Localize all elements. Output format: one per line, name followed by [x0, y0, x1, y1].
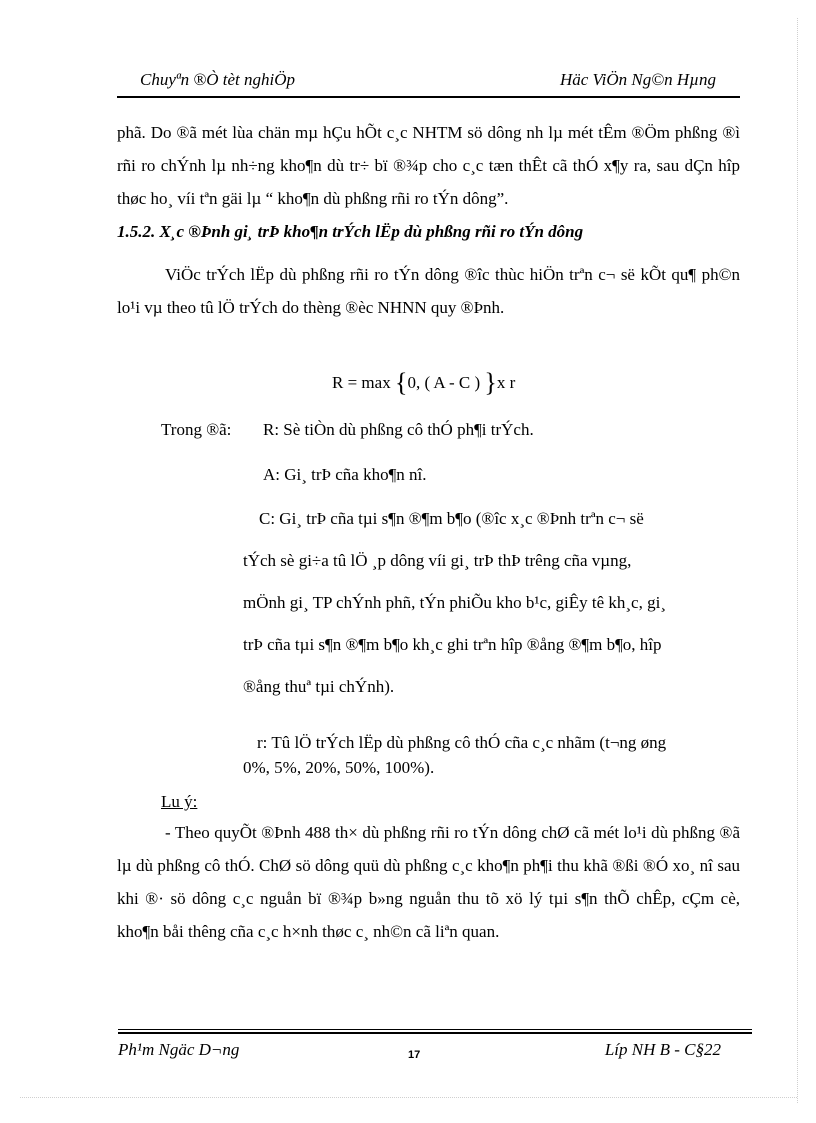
formula-inner: 0, ( A - C ) [407, 373, 481, 392]
footer-author: Ph¹m Ngäc D¬ng [118, 1040, 240, 1059]
definition-c-line: C: Gi¸ trÞ cña tµi s¶n ®¶m b¶o (®îc x¸c ®Þnh trªn c¬ së [259, 509, 644, 528]
note-body [117, 816, 740, 948]
body-text [117, 116, 740, 324]
definitions-label: Trong ®ã: [161, 420, 232, 439]
page-edge-right [797, 18, 798, 1103]
paragraph-1: phã. Do ®ã mét lùa chän mµ hÇu hÕt c¸c NHTM sö dông nh lµ mét tÊm ®Öm phßng ®ì rñi ro chÝnh lµ nh÷ng kho¶n dù tr÷ bï ®¾p cho c¸c tæn thÊt cã thÓ x¶y ra, sau dÇn hîp thøc ho¸ víi tªn gäi lµ “ kho¶n dù phßng rñi ro tÝn dông”. [117, 123, 740, 208]
header-left-text: Chuyªn ®Ò tèt nghiÖp [140, 70, 296, 89]
definition-c-line: mÖnh gi¸ TP chÝnh phñ, tÝn phiÕu kho b¹c, giÊy tê kh¸c, gi¸ [243, 593, 666, 612]
footer-class: Líp NH B - C§22 [604, 1040, 721, 1059]
note-paragraph: - Theo quyÕt ®Þnh 488 th× dù phßng rñi ro tÝn dông chØ cã mét lo¹i dù phßng ®ã lµ dù phßng cô thÓ. ChØ sö dông quü dù phßng c¸c kho¶n ph¶i thu khã ®ßi ®Ó xo¸ nî sau khi ®· sö dông c¸c nguån bï ®¾p b»ng nguån thu tõ xö lý tµi s¶n thÕ chÊp, cÇm cè, kho¶n båi thêng cña c¸c h×nh thøc c¸ nh©n cã liªn quan. [117, 823, 740, 941]
definition-r-lower-line: r: Tû lÖ trÝch lËp dù phßng cô thÓ cña c¸c nhãm (t¬ng øng [257, 733, 667, 752]
definition-a: A: Gi¸ trÞ cña kho¶n nî. [263, 465, 427, 484]
definition-c-line: trÞ cña tµi s¶n ®¶m b¶o kh¸c ghi trªn hîp ®ång ®¶m b¶o, hîp [243, 635, 662, 654]
formula-rhs: x r [496, 373, 516, 392]
definition-c-line: ®ång thuª tµi chÝnh). [243, 677, 395, 696]
formula-close-brace: } [484, 368, 497, 397]
note-title: Lu ý: [161, 792, 198, 811]
header-rule [117, 96, 740, 98]
page-edge-bottom [20, 1097, 797, 1098]
definition-c-line: tÝch sè gi÷a tû lÖ ¸p dông víi gi¸ trÞ thÞ trêng cña vµng, [243, 551, 632, 570]
footer-rule-thin [118, 1029, 752, 1030]
header-right-text: Häc ViÖn Ng©n Hµng [559, 70, 716, 89]
definition-r-lower-line: 0%, 5%, 20%, 50%, 100%). [243, 758, 435, 777]
definition-c [243, 498, 740, 708]
section-heading: 1.5.2. X¸c ®Þnh gi¸ trÞ kho¶n trÝch lËp dù phßng rñi ro tÝn dông [117, 222, 584, 241]
footer-rule-thick [118, 1032, 752, 1034]
paragraph-2: ViÖc trÝch lËp dù phßng rñi ro tÝn dông ®îc thùc hiÖn trªn c¬ së kÕt qu¶ ph©n lo¹i vµ theo tû lÖ trÝch do thèng ®èc NHNN quy ®Þnh. [117, 265, 740, 317]
page-number: 17 [408, 1049, 421, 1061]
formula-lhs: R = max [332, 373, 391, 392]
definition-r-upper: R: Sè tiÒn dù phßng cô thÓ ph¶i trÝch. [263, 420, 534, 439]
formula [332, 370, 515, 396]
formula-open-brace: { [394, 368, 408, 397]
